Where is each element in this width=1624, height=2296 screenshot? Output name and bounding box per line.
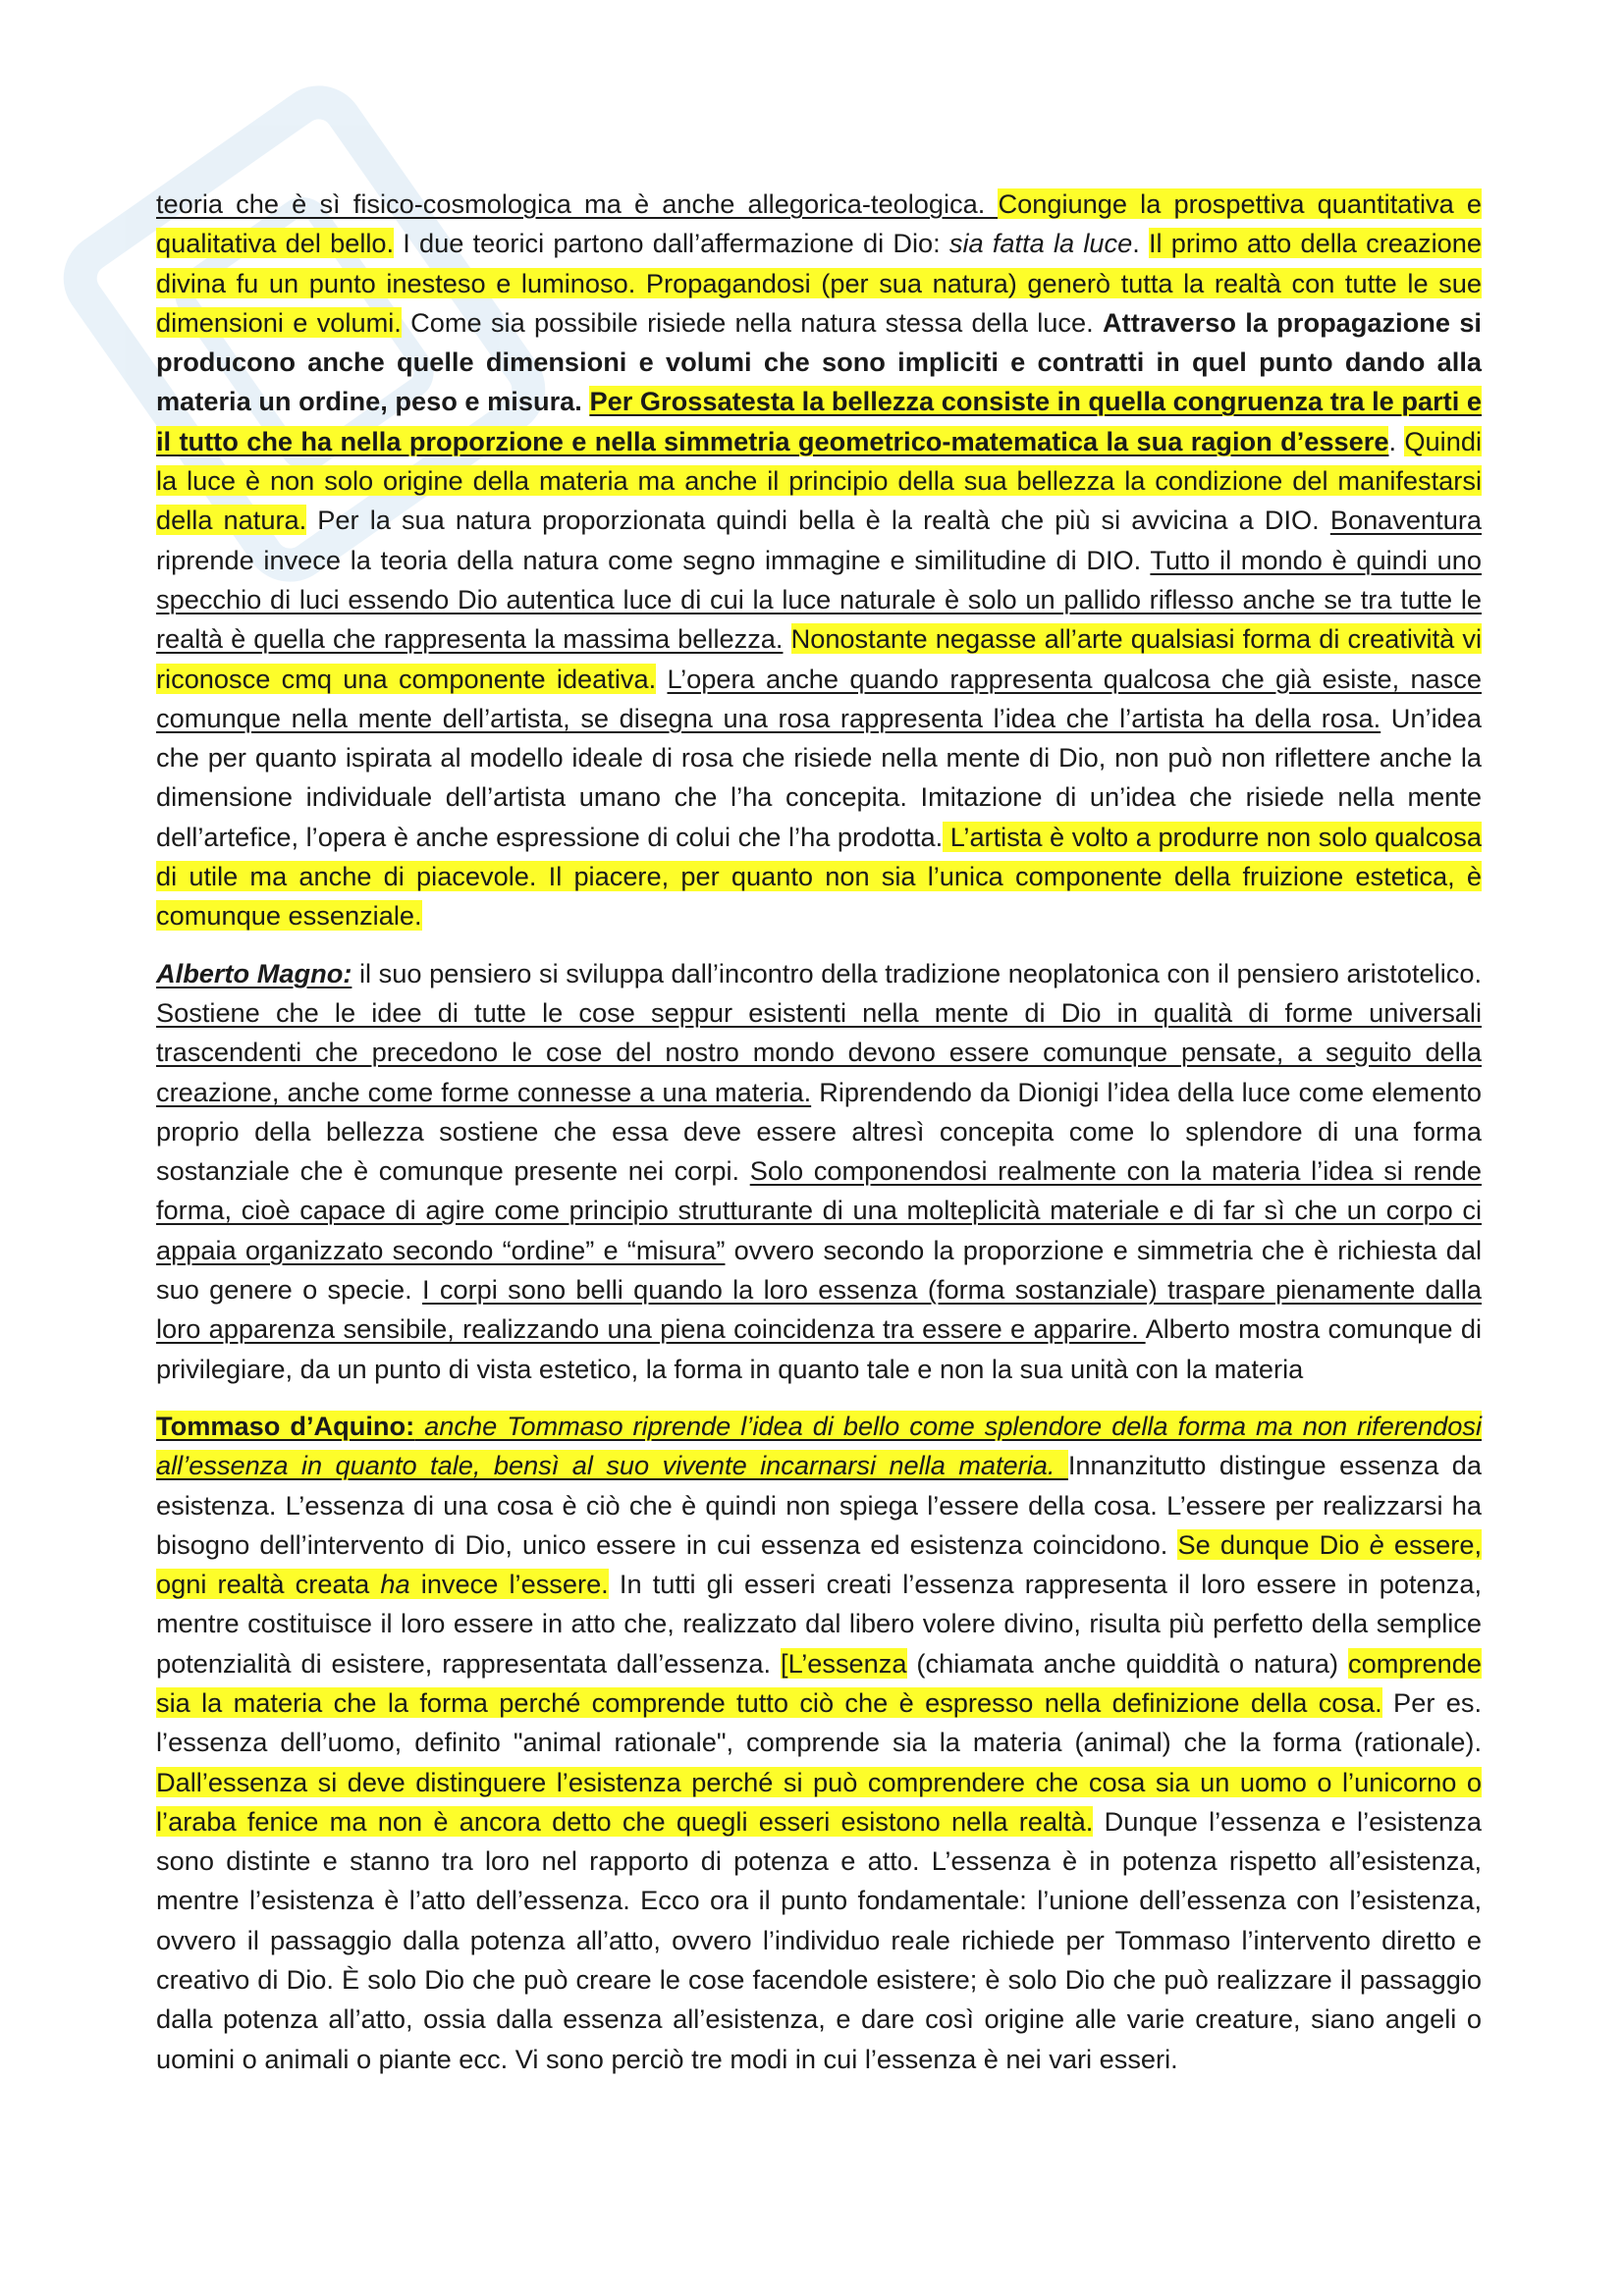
text-run: [L’essenza bbox=[781, 1647, 907, 1679]
document-body bbox=[156, 185, 1482, 2079]
text-run: L’artista è volto a produrre non solo qualcosa di utile ma anche di piacevole. Il piacere, per quanto non sia l’unica componente della fruizione estetica, è comunque essenziale. bbox=[156, 821, 1482, 932]
text-run: anche Tommaso riprende l’idea di bello come splendore della forma ma non riferendosi all’essenza in quanto tale, bensì al suo vivente incarnarsi nella materia. bbox=[156, 1410, 1482, 1481]
paragraph-grossatesta-bonaventura bbox=[156, 185, 1482, 936]
text-run: Sostiene che le idee di tutte le cose seppur esistenti nella mente di Dio in qualità di forme universali trascendenti che precedono le cose del nostro mondo devono essere comunque pensate, a seguito della creazione, anche come forme connesse a una materia. bbox=[156, 996, 1482, 1107]
text-run: ovvero secondo la proporzione e simmetria che è richiesta dal suo genere o specie. bbox=[156, 1234, 1482, 1306]
text-run: essere, ogni realtà creata bbox=[156, 1528, 1483, 1600]
text-run: Dall’essenza si deve distinguere l’esistenza perché si può comprendere che cosa sia un uomo o l’unicorno o l’araba fenice ma non è ancora detto che quegli esseri esistono nella realtà. bbox=[156, 1766, 1482, 1837]
text-run: Quindi la luce è non solo origine della materia ma anche il principio della sua bellezza la condizione del manifestarsi della natura. bbox=[156, 425, 1482, 536]
text-run: invece l’essere. bbox=[409, 1569, 609, 1600]
text-run: teoria che è sì fisico-cosmologica ma è anche allegorica-teologica. bbox=[156, 188, 999, 219]
text-run: Il primo atto della creazione divina fu un punto inesteso e luminoso. Propagandosi (per sua natura) generò tutta la realtà con tutte le sue dimensioni e volumi. bbox=[156, 228, 1483, 338]
paragraph-alberto-magno bbox=[156, 954, 1482, 1389]
text-run: Attraverso la propagazione si producono anche quelle dimensioni e volumi che sono impliciti e contratti in quel punto dando alla materia un ordine, peso e misura. bbox=[156, 306, 1482, 417]
text-run: Per Grossatesta la bellezza consiste in quella congruenza tra le parti e il tutto che ha nella proporzione e nella simmetria geometrico-matematica la sua ragion d’essere bbox=[156, 386, 1483, 456]
text-run: I corpi sono belli quando la loro essenza (forma sostanziale) traspare pienamente dalla loro apparenza sensibile, realizzando una piena coincidenza tra essere e apparire. bbox=[156, 1274, 1482, 1345]
text-run bbox=[656, 664, 667, 694]
text-run: Nonostante negasse all’arte qualsiasi forma di creatività vi riconosce cmq una componente ideativa. bbox=[156, 623, 1482, 694]
text-run: Un’idea che per quanto ispirata al modello ideale di rosa che risiede nella mente di Dio, non può non riflettere anche la dimensione individuale dell’artista umano che l’ha concepita. Imitazione di un’idea che risiede nella mente dell’artefice, l’opera è anche espressione di colui che l’ha prodotta. bbox=[156, 702, 1483, 852]
text-run: Per es. l’essenza dell’uomo, definito "animal rationale", comprende sia la materia (animal) che la forma (rationale). bbox=[156, 1686, 1482, 1758]
text-run: è bbox=[1369, 1528, 1384, 1560]
text-run: Come sia possibile risiede nella natura stessa della luce. bbox=[401, 306, 1103, 338]
text-run: I due teorici partono dall’affermazione di Dio: bbox=[394, 228, 949, 259]
text-run: riprende invece la teoria della natura come segno immagine e similitudine di DIO. bbox=[156, 544, 1151, 575]
text-run: Per la sua natura proporzionata quindi bella è la realtà che più si avvicina a DIO. bbox=[306, 505, 1330, 536]
text-run: Dunque l’essenza e l’esistenza sono distinte e stanno tra loro nel rapporto di potenza e atto. L’essenza è in potenza rispetto all’esistenza, mentre l’esistenza è l’atto dell’essenza. Ecco ora il punto fondamentale: l’unione dell’essenza con l’esistenza, ovvero il passaggio dalla potenza all’atto, ovvero l’individuo reale richiede per Tommaso l’intervento diretto e creativo di Dio. È solo Dio che può creare le cose facendole esistere; è solo Dio che può realizzare il passaggio dalla potenza all’atto, ossia dalla essenza all’esistenza, e dare così origine alle varie creature, siano angeli o uomini o animali o piante ecc. Vi sono perciò tre modi in cui l’essenza è nei vari esseri. bbox=[156, 1805, 1482, 2074]
text-run: Innanzitutto distingue essenza da esistenza. L’essenza di una cosa è ciò che è quindi non spiega l’essere della cosa. L’essere per realizzarsi ha bisogno dell’intervento di Dio, unico essere in cui essenza ed esistenza coincidono. bbox=[156, 1450, 1482, 1560]
text-run: Alberto mostra comunque di privilegiare, da un punto di vista estetico, la forma in quanto tale e non la sua unità con la materia bbox=[156, 1313, 1482, 1384]
text-run bbox=[783, 623, 790, 654]
text-run: ha bbox=[380, 1569, 410, 1600]
text-run: Tommaso d’Aquino: bbox=[156, 1410, 415, 1441]
text-run: Congiunge la prospettiva quantitativa e qualitativa del bello. bbox=[156, 188, 1482, 259]
text-run: . bbox=[1388, 425, 1405, 456]
text-run: Bonaventura bbox=[1329, 505, 1482, 536]
text-run: Alberto Magno: bbox=[156, 957, 352, 988]
text-run: L’opera anche quando rappresenta qualcosa che già esiste, nasce comunque nella mente dell’artista, se disegna una rosa rappresenta l’idea che l’artista ha della rosa. bbox=[156, 663, 1482, 733]
text-run: Tutto il mondo è quindi uno specchio di luci essendo Dio autentica luce di cui la luce naturale è solo un pallido riflesso anche se tra tutte le realtà è quella che rappresenta la massima bellezza. bbox=[156, 544, 1482, 655]
text-run: il suo pensiero si sviluppa dall’incontro della tradizione neoplatonica con il pensiero aristotelico. bbox=[352, 957, 1483, 988]
paragraph-tommaso-daquino bbox=[156, 1407, 1482, 2079]
text-run: Solo componendosi realmente con la materia l’idea si rende forma, cioè capace di agire come principio strutturante di una molteplicità materiale e di far sì che un corpo ci appaia organizzato secondo “ordine” e “misura” bbox=[156, 1155, 1482, 1265]
text-run: comprende sia la materia che la forma perché comprende tutto ciò che è espresso nella definizione della cosa. bbox=[156, 1647, 1483, 1718]
text-run: (chiamata anche quiddità o natura) bbox=[906, 1647, 1348, 1679]
text-run: Riprendendo da Dionigi l’idea della luce come elemento proprio della bellezza sostiene che essa deve essere altresì concepita come lo splendore di una forma sostanziale che è comunque presente nei corpi. bbox=[156, 1076, 1482, 1187]
text-run: sia fatta la luce bbox=[948, 228, 1133, 259]
text-run: . bbox=[1132, 228, 1149, 259]
text-run: In tutti gli esseri creati l’essenza rappresenta il loro essere in potenza, mentre costituisce il loro essere in atto che, realizzato dal libero volere divino, risulta più perfetto della semplice potenzialità di esistere, rappresentata dall’essenza. bbox=[156, 1569, 1483, 1679]
text-run: Se dunque Dio bbox=[1177, 1528, 1370, 1560]
